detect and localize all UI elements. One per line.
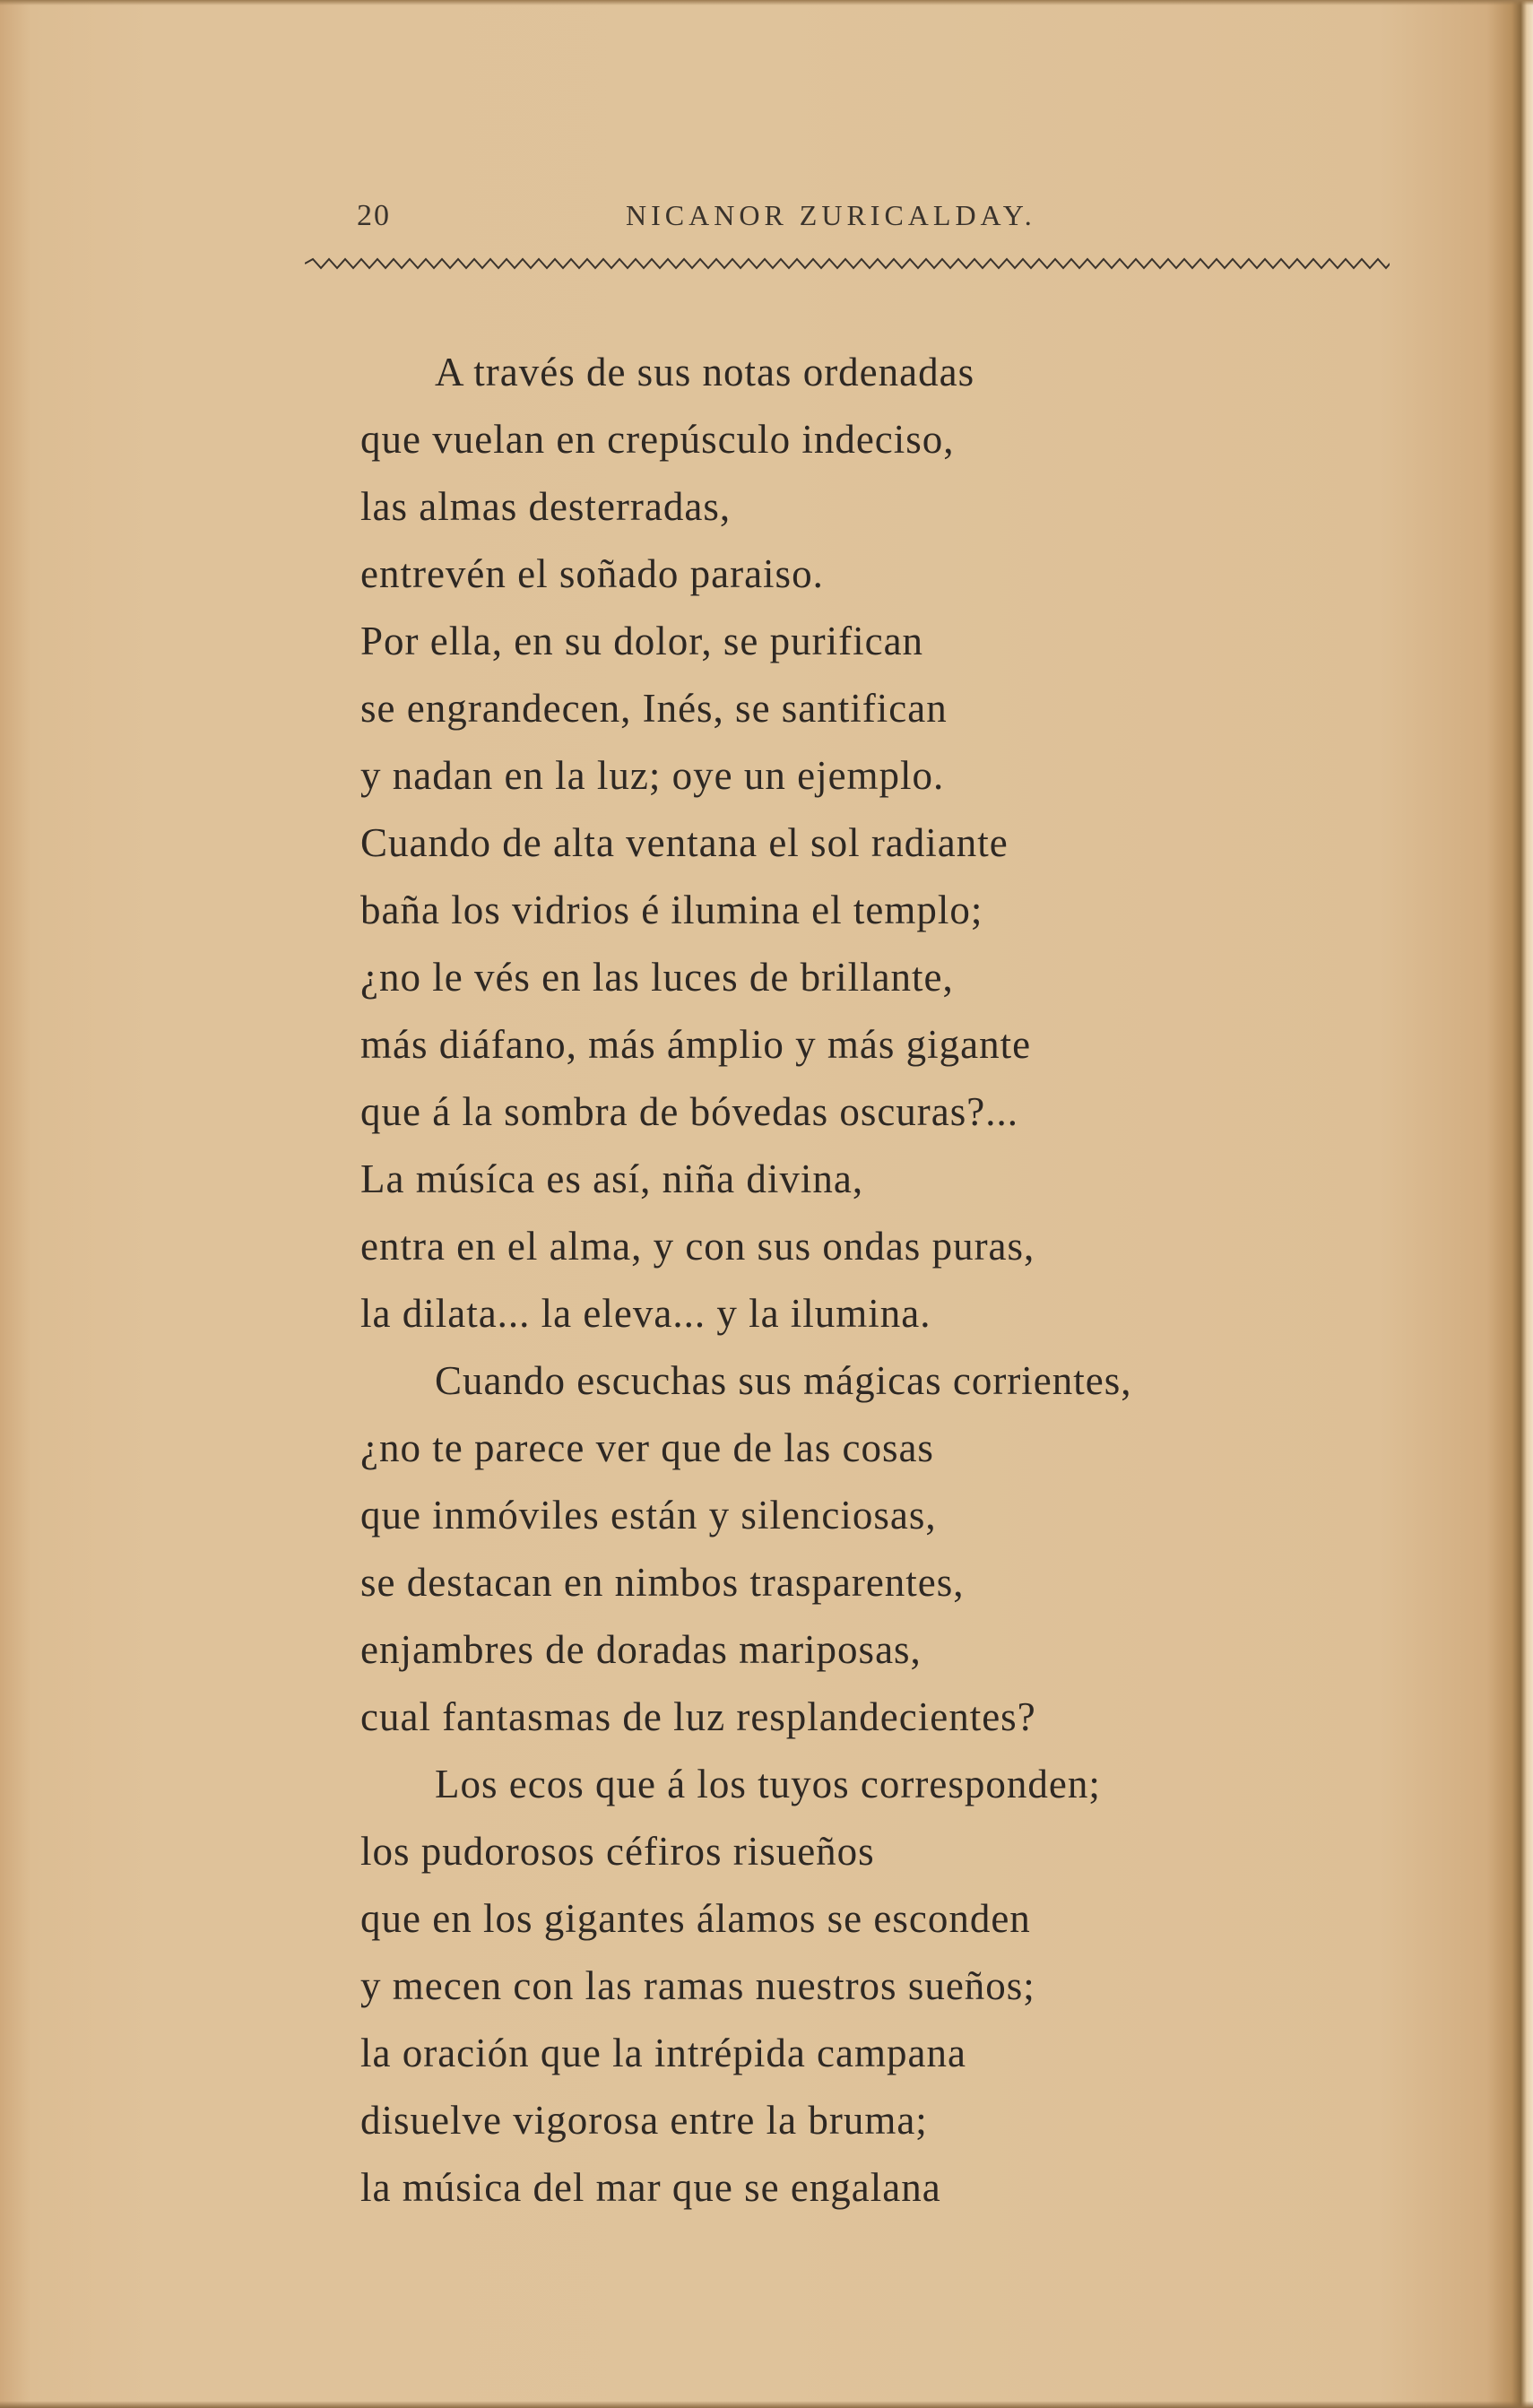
poem-line: se engrandecen, Inés, se santifican	[360, 686, 948, 731]
poem-line: entra en el alma, y con sus ondas puras,	[360, 1224, 1035, 1269]
running-title: NICANOR ZURICALDAY.	[626, 199, 1036, 231]
page-number: 20	[357, 199, 391, 232]
poem-line: y nadan en la luz; oye un ejemplo.	[360, 753, 945, 798]
poem-line: se destacan en nimbos trasparentes,	[360, 1560, 965, 1605]
poem-line: y mecen con las ramas nuestros sueños;	[360, 1963, 1035, 2008]
poem-line: cual fantasmas de luz resplandecientes?	[360, 1694, 1036, 1739]
poem-line: enjambres de doradas mariposas,	[360, 1627, 922, 1672]
poem-line: Los ecos que á los tuyos corresponden;	[435, 1762, 1101, 1806]
poem-line: las almas desterradas,	[360, 484, 732, 529]
ornamental-rule	[305, 257, 1390, 270]
poem-line: que á la sombra de bóvedas oscuras?...	[360, 1089, 1019, 1134]
poem-body	[360, 339, 1436, 2222]
poem-line: que inmóviles están y silenciosas,	[360, 1493, 937, 1537]
poem-line: baña los vidrios é ilumina el templo;	[360, 888, 983, 932]
poem-line: disuelve vigorosa entre la bruma;	[360, 2098, 928, 2143]
poem-line: que en los gigantes álamos se esconden	[360, 1896, 1031, 1941]
poem-line: la dilata... la eleva... y la ilumina.	[360, 1291, 931, 1336]
poem-line: Cuando escuchas sus mágicas corrientes,	[435, 1358, 1132, 1403]
page-header	[357, 199, 1388, 253]
poem-line: La músíca es así, niña divina,	[360, 1156, 864, 1201]
poem-line: ¿no te parece ver que de las cosas	[360, 1425, 934, 1470]
poem-line: más diáfano, más ámplio y más gigante	[360, 1022, 1032, 1067]
poem-line: la música del mar que se engalana	[360, 2165, 941, 2210]
poem-line: la oración que la intrépida campana	[360, 2031, 966, 2075]
poem-line: entrevén el soñado paraiso.	[360, 551, 824, 596]
poem-line: A través de sus notas ordenadas	[435, 350, 975, 394]
poem-line: Por ella, en su dolor, se purifican	[360, 619, 924, 663]
poem-line: que vuelan en crepúsculo indeciso,	[360, 417, 955, 462]
poem-line: los pudorosos céfiros risueños	[360, 1829, 875, 1874]
poem-line: ¿no le vés en las luces de brillante,	[360, 955, 954, 1000]
poem-line: Cuando de alta ventana el sol radiante	[360, 820, 1009, 865]
